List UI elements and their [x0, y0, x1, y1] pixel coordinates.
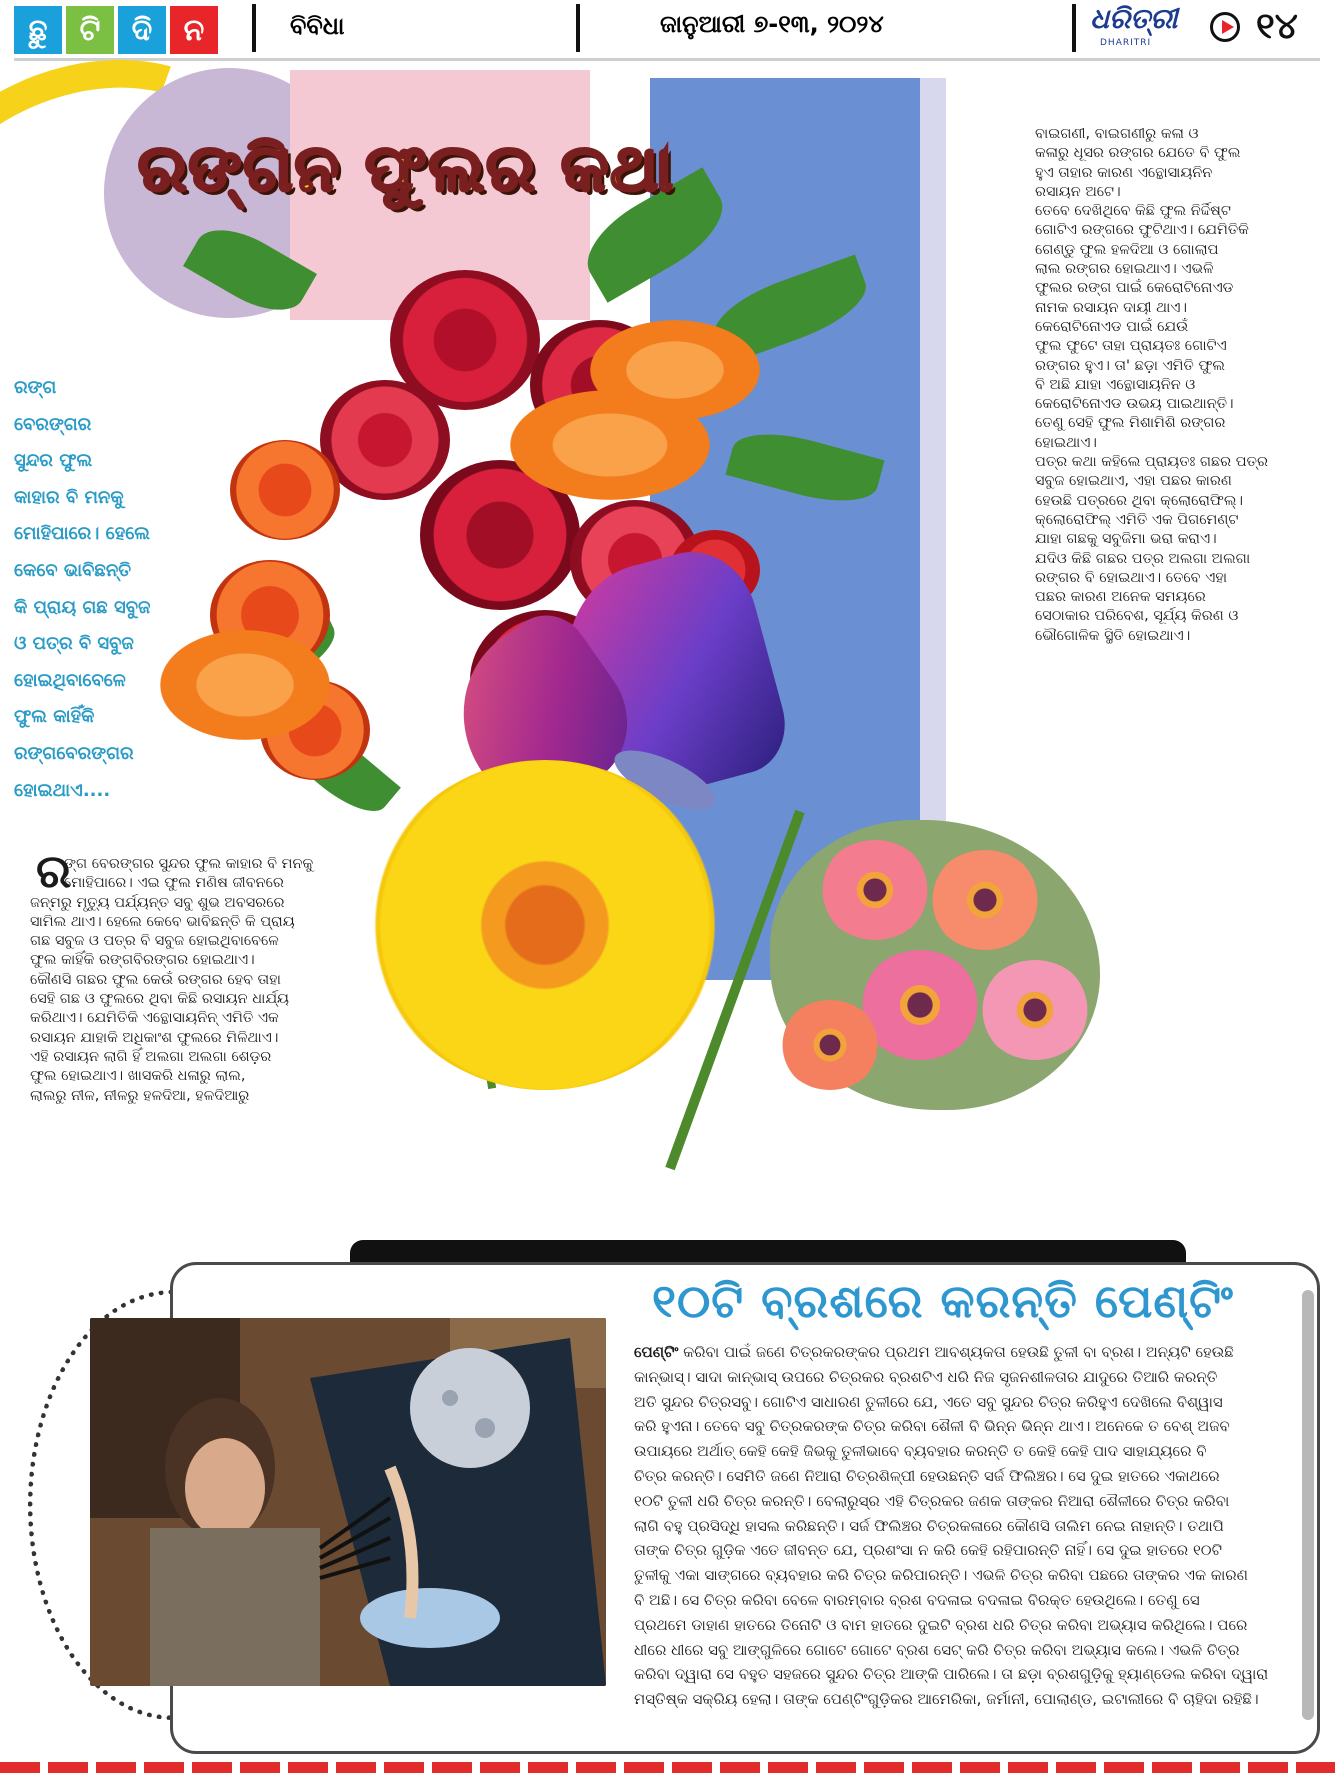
painter-photo-art	[90, 1318, 606, 1686]
lead-word: ପେଣ୍ଟିଂ	[634, 1343, 679, 1361]
feature-body-left	[30, 855, 360, 1106]
body-line: ରସାୟନ ଯାହାକି ଅଧିକାଂଶ ଫୁଲରେ ମିଳିଥାଏ।	[30, 1029, 279, 1046]
body-line: ହୁଏ ତାହାର କାରଣ ଏନ୍ଥୋସାୟନିନ	[1035, 164, 1213, 181]
body-line: ପଛର କାରଣ ଅନେକ ସମୟରେ	[1035, 589, 1206, 606]
body-line: ୧୦ଟି ତୁଳୀ ଧରି ଚିତ୍ର କରନ୍ତି। ବେଲାରୁସ୍‌ର ଏହି ଚିତ୍ରକର ଜଣକ ତାଙ୍କର ନିଆରା ଶୈଳୀରେ ଚିତ୍ର କରିବା	[634, 1491, 1230, 1510]
body-line: ଫୁଲ କାହିଁକି ରଙ୍ଗବିରଙ୍ଗର ହୋଇଥାଏ।	[30, 952, 255, 969]
body-line: ଗୋଟିଏ ରଙ୍ଗରେ ଫୁଟିଥାଏ। ଯେମିତିକି	[1035, 222, 1249, 239]
body-line: ତୁଳୀକୁ ଏକା ସାଙ୍ଗରେ ବ୍ୟବହାର କରି ଚିତ୍ର କରିପାରନ୍ତି। ଏଭଳି ଚିତ୍ର କରିବା ପଛରେ ତାଙ୍କର ଏକ କାରଣ	[634, 1566, 1249, 1585]
body-line: କୌଣସି ଗଛର ଫୁଲ କେଉଁ ରଙ୍ଗର ହେବ ତାହା	[30, 971, 281, 988]
pink-zinnia	[820, 840, 930, 940]
body-line: ରଙ୍ଗର ହୁଏ। ତା' ଛଡ଼ା ଏମିତି ଫୁଲ	[1035, 357, 1226, 374]
newspaper-logo-sub: DHARITRI	[1100, 38, 1152, 48]
body-line: ହେଉଛି ପତ୍ରରେ ଥିବା କ୍ଲୋରୋଫିଲ୍।	[1035, 492, 1243, 509]
teaser-line: ମୋହିପାରେ। ହେଲେ	[14, 523, 150, 545]
body-line: କରିଥାଏ। ଯେମିତିକି ଏନ୍ଥୋସାୟନିନ୍ ଏମିତି ଏକ	[30, 1010, 279, 1027]
body-line: ଯାହା ଗଛକୁ ସବୁଜିମା ଭରା କରାଏ।	[1035, 531, 1217, 548]
body-line: ମୋହିପାରେ। ଏଇ ଫୁଲ ମଣିଷ ଜୀବନରେ	[64, 875, 284, 892]
body-line: ସେଠାକାର ପରିବେଶ, ସୂର୍ଯ୍ୟ କିରଣ ଓ	[1035, 608, 1239, 625]
body-line-text: କରିବା ପାଇଁ ଜଣେ ଚିତ୍ରକରଙ୍କର ପ୍ରଥମ ଆବଶ୍ୟକତା ହେଉଛି ତୁଳୀ ବା ବ୍ରଶ। ଅନ୍ୟଟି ହେଉଛି	[678, 1343, 1234, 1361]
body-line: ଭୌଗୋଳିକ ସ୍ଥିତି ହୋଇଥାଏ।	[1035, 627, 1191, 644]
feature-headline: ରଙ୍ଗିନ ଫୁଲର କଥା	[138, 132, 675, 206]
body-line: କେରୋଟିନୋଏଡ ପାଇଁ ଯେଉଁ	[1035, 318, 1189, 335]
body-line: ଚିତ୍ର କରନ୍ତି। ସେମିତି ଜଣେ ନିଆରା ଚିତ୍ରଶିଳ୍ପୀ ହେଉଛନ୍ତି ସର୍ଜ ଫିଲିଞ୍ଚର। ସେ ଦୁଇ ହାତରେ ଏକାଥରେ	[634, 1466, 1220, 1485]
section-logo-tile: ଟି	[66, 6, 114, 54]
body-line: ଗେଣ୍ଡୁ ଫୁଲ ହଳଦିଆ ଓ ଗୋଲାପ	[1035, 241, 1219, 258]
body-line: କ୍ଲୋରୋଫିଲ୍ ଏମିତି ଏକ ପିଗମେଣ୍ଟ	[1035, 511, 1239, 528]
body-line: କେରୋଟିନୋଏଡ ଉଭୟ ପାଇଥାନ୍ତି।	[1035, 396, 1234, 413]
section-logo	[14, 6, 218, 54]
body-line: ଲାଗି ବହୁ ପ୍ରସିଦ୍ଧି ହାସଲ କରିଛନ୍ତି। ସର୍ଜ ଫିଲିଞ୍ଚର ଚିତ୍ରକଳାରେ କୌଣସି ତାଲିମ ନେଇ ନାହାନ୍ତି। ତଥାପି	[634, 1516, 1224, 1535]
body-line: ଗଛ ସବୁଜ ଓ ପତ୍ର ବି ସବୁଜ ହୋଇଥିବାବେଳେ	[30, 933, 279, 950]
feature-body-right	[1035, 125, 1325, 646]
body-line: ନାମକ ରସାୟନ ଦାୟୀ ଥାଏ।	[1035, 299, 1188, 316]
body-line: ଫୁଲର ରଙ୍ଗ ପାଇଁ କେରୋଟିନୋଏଡ	[1035, 280, 1234, 297]
body-line: କରିବା ଦ୍ୱାରା ସେ ବହୁତ ସହଜରେ ସୁନ୍ଦର ଚିତ୍ର ଆଙ୍କି ପାରିଲେ। ତା ଛଡ଼ା ବ୍ରଶଗୁଡ଼ିକୁ ହ୍ୟାଣ୍ଡେଲ କରିବା ଦ୍ୱାରା	[634, 1665, 1269, 1684]
teaser-line: କି ପ୍ରାୟ ଗଛ ସବୁଜ	[14, 596, 151, 618]
teaser-line: କାହାର ବି ମନକୁ	[14, 486, 124, 508]
teaser-line: ବେରଙ୍ଗର	[14, 413, 92, 435]
body-line: କାନ୍‌ଭାସ୍। ସାଦା କାନ୍‌ଭାସ୍ ଉପରେ ଚିତ୍ରକର ବ୍ରଶଟିଏ ଧରି ନିଜ ସୃଜନଶୀଳତାର ଯାଦୁରେ ତିଆରି କରନ୍ତି	[634, 1367, 1218, 1386]
body-line: ଫୁଲ ଫୁଟେ ତାହା ପ୍ରାୟତଃ ଗୋଟିଏ	[1035, 338, 1227, 355]
teaser-line: ରଙ୍ଗ	[14, 377, 57, 398]
teaser-line: ଫୁଲ କାହିଁକି	[14, 706, 95, 728]
section-name: ବିବିଧା	[290, 12, 345, 40]
teaser-line: ଓ ପତ୍ର ବି ସବୁଜ	[14, 633, 134, 655]
pink-zinnia	[980, 960, 1090, 1060]
section-logo-tile: ଛୁ	[14, 6, 62, 54]
body-line: ଙ୍ଗ ବେରଙ୍ଗର ସୁନ୍ଦର ଫୁଲ କାହାର ବି ମନକୁ	[64, 856, 314, 872]
body-line: ତେବେ ଦେଖିଥିବେ କିଛି ଫୁଲ ନିର୍ଦ୍ଦିଷ୍ଟ	[1035, 203, 1231, 220]
body-line: ମସ୍ତିଷ୍କ ସକ୍ରିୟ ହେଲା। ତାଙ୍କ ପେଣ୍ଟିଂଗୁଡ଼ିକର ଆମେରିକା, ଜର୍ମାନୀ, ପୋଲାଣ୍ଡ, ଇଟାଲୀରେ ବି ଚାହିଦା ରହିଛି।	[634, 1690, 1259, 1709]
decorative-side-bar	[1302, 1290, 1314, 1720]
body-line: ଯଦିଓ କିଛି ଗଛର ପତ୍ର ଅଲଗା ଅଲଗା	[1035, 550, 1251, 567]
body-line: କରି ହୁଏନା। ତେବେ ସବୁ ଚିତ୍ରକରଙ୍କ ଚିତ୍ର କରିବା ଶୈଳୀ ବି ଭିନ୍ନ ଭିନ୍ନ ଥାଏ। ଅନେକେ ତ ବେଶ୍ ଅଜବ	[634, 1417, 1230, 1436]
orange-rose	[230, 440, 340, 540]
body-line: ରଙ୍ଗର ବି ହୋଇଥାଏ। ତେବେ ଏହା	[1035, 569, 1228, 586]
newspaper-logo: ଧରିତ୍ରୀ	[1090, 2, 1178, 35]
header-divider	[252, 4, 256, 52]
teaser-line: କେବେ ଭାବିଛନ୍ତି	[14, 559, 132, 581]
teaser-line: ରଙ୍ଗବେରଙ୍ଗର	[14, 742, 134, 764]
painter-photo	[90, 1318, 606, 1686]
drop-cap: ର	[36, 844, 71, 898]
page-number: ୧୪	[1256, 6, 1298, 47]
header-rule	[14, 58, 1320, 61]
story-body	[634, 1340, 1306, 1712]
body-line: ପତ୍ର କଥା କହିଲେ ପ୍ରାୟତଃ ଗଛର ପତ୍ର	[1035, 454, 1268, 471]
body-line: ରସାୟନ ଅଟେ।	[1035, 183, 1121, 200]
play-arrow-icon	[1210, 12, 1240, 42]
body-line: ଫୁଲ ହୋଇଥାଏ। ଖାସକରି ଧଳାରୁ ଲାଲ,	[30, 1068, 246, 1085]
body-line: ଧୀରେ ଧୀରେ ସବୁ ଆଙ୍ଗୁଳିରେ ଗୋଟେ ଗୋଟେ ବ୍ରଶ ସେଟ୍ କରି ଚିତ୍ର କରିବା ଅଭ୍ୟାସ କଲେ। ଏଭଳି ଚିତ୍ର	[634, 1640, 1240, 1659]
body-line: ଲାଲ ରଙ୍ଗର ହୋଇଥାଏ। ଏଭଳି	[1035, 261, 1214, 278]
section-logo-tile: ନ	[170, 6, 218, 54]
issue-date: ଜାନୁଆରୀ ୭-୧୩, ୨୦୨୪	[660, 10, 884, 38]
pink-zinnia	[930, 850, 1040, 950]
body-line: ବି ଅଛି। ସେ ଚିତ୍ର କରିବା ବେଳେ ବାରମ୍ବାର ବ୍ରଶ ବଦଳାଇ ବଦଳାଇ ବିରକ୍ତ ହେଉଥିଲେ। ତେଣୁ ସେ	[634, 1590, 1200, 1609]
footer-strip	[0, 1762, 1335, 1773]
teaser-line: ସୁନ୍ଦର ଫୁଲ	[14, 450, 93, 472]
section-logo-tile: ଦି	[118, 6, 166, 54]
body-line: ପ୍ରଥମେ ଡାହାଣ ହାତରେ ତିନୋଟି ଓ ବାମ ହାତରେ ଦୁଇଟି ବ୍ରଶ ଧରି ଚିତ୍ର କରିବା ଅଭ୍ୟାସ କରିଥିଲେ। ପରେ	[634, 1615, 1248, 1634]
body-line: ଲାଲରୁ ନୀଳ, ନୀଳରୁ ହଳଦିଆ, ହଳଦିଆରୁ	[30, 1087, 250, 1104]
fern-leaf	[725, 422, 884, 514]
body-line: ତାଙ୍କ ଚିତ୍ର ଗୁଡ଼ିକ ଏତେ ଜୀବନ୍ତ ଯେ, ପ୍ରଶଂସା ନ କରି କେହି ରହିପାରନ୍ତି ନାହିଁ। ସେ ଦୁଇ ହାତରେ ୧୦ଟି	[634, 1541, 1223, 1560]
orange-lily	[590, 320, 760, 420]
feature-teaser	[14, 370, 204, 809]
body-line: ହୋଇଥାଏ।	[1035, 434, 1097, 451]
body-line: ଜନ୍ମରୁ ମୃତ୍ୟୁ ପର୍ଯ୍ୟନ୍ତ ସବୁ ଶୁଭ ଅବସରରେ	[30, 894, 285, 911]
body-line: ସବୁଜ ହୋଇଥାଏ, ଏହା ପଛର କାରଣ	[1035, 473, 1232, 490]
teaser-line: ହୋଇଥାଏ....	[14, 779, 111, 801]
yellow-daisy	[370, 760, 720, 1090]
body-line: ଏହି ରସାୟନ ଲାଗି ହିଁ ଅଲଗା ଅଲଗା ଶେଡ଼ର	[30, 1048, 272, 1065]
body-line	[634, 1340, 1306, 1365]
body-line: ତେଣୁ ସେହି ଫୁଲ ମିଶାମିଶି ରଙ୍ଗର	[1035, 415, 1226, 432]
header-divider	[1072, 4, 1076, 52]
body-line: ସାମିଲ ଥାଏ। ହେଲେ କେବେ ଭାବିଛନ୍ତି କି ପ୍ରାୟ	[30, 913, 295, 930]
body-line: ସେହି ଗଛ ଓ ଫୁଲରେ ଥିବା କିଛି ରସାୟନ ଧାର୍ଯ୍ୟ	[30, 991, 289, 1008]
page-header	[0, 0, 1335, 58]
fern-leaf	[183, 214, 317, 326]
body-line: କଳାରୁ ଧୂସର ରଙ୍ଗର ଯେତେ ବି ଫୁଲ	[1035, 145, 1241, 162]
header-divider	[576, 4, 580, 52]
body-line: ବାଇଗଣୀ, ବାଇଗଣୀରୁ କଳା ଓ	[1035, 126, 1199, 142]
body-line: ବି ଅଛି ଯାହା ଏନ୍ଥୋସାୟନିନ ଓ	[1035, 376, 1196, 393]
pink-zinnia	[780, 1000, 880, 1090]
teaser-line: ହୋଇଥିବାବେଳେ	[14, 669, 126, 691]
body-line: ଉପାୟରେ ଅର୍ଥାତ୍ କେହି କେହି ଜିଭକୁ ତୁଳୀଭାବେ ବ୍ୟବହାର କରନ୍ତି ତ କେହି କେହି ପାଦ ସାହାଯ୍ୟରେ ବି	[634, 1442, 1207, 1461]
story-headline: ୧୦ଟି ବ୍ରଶରେ କରନ୍ତି ପେଣ୍ଟିଂ	[652, 1274, 1234, 1328]
red-rose	[320, 380, 450, 500]
body-line: ଅତି ସୁନ୍ଦର ଚିତ୍ରସବୁ। ଗୋଟିଏ ସାଧାରଣ ତୁଳୀରେ ଯେ, ଏତେ ସବୁ ସୁନ୍ଦର ଚିତ୍ର କରିହୁଏ ଦେଖିଲେ ବିଶ୍ୱାସ	[634, 1392, 1223, 1411]
